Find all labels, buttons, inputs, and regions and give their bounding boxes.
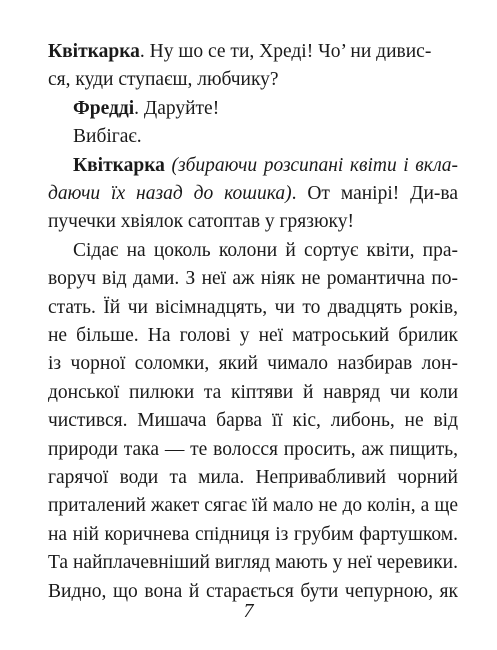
text-line-5 bbox=[73, 154, 458, 178]
text-line-9 bbox=[48, 267, 458, 291]
text-segment: чистився. Мишача барва її кіс, либонь, не від bbox=[48, 410, 458, 432]
text-line-16 bbox=[48, 466, 458, 490]
text-segment: даючи їх назад до кошика) bbox=[48, 183, 292, 204]
text-line-11 bbox=[48, 324, 458, 348]
text-segment: Та найплачевніший вигляд мають у неї черевики. bbox=[48, 552, 458, 574]
text-line-1 bbox=[48, 40, 458, 64]
text-segment: природи така — те волосся просить, аж пищить, bbox=[48, 438, 458, 460]
text-line-12 bbox=[48, 352, 458, 376]
page-number: 7 bbox=[243, 600, 254, 622]
text-line-17 bbox=[48, 494, 458, 518]
text-segment: пучечки хвіялок сатоптав у грязюку! bbox=[48, 211, 354, 233]
text-segment: приталений жакет сягає їй мало не до колін, а ще bbox=[48, 495, 458, 517]
text-line-13 bbox=[48, 381, 458, 405]
text-segment: (збираючи розсипані квіти і вклa- bbox=[171, 154, 458, 176]
text-segment: Фредді bbox=[73, 97, 135, 119]
text-segment: Квіткарка bbox=[73, 154, 165, 176]
text-line-6 bbox=[48, 182, 458, 206]
text-segment: Вибігає. bbox=[73, 126, 142, 148]
text-line-2 bbox=[48, 68, 458, 92]
text-segment: Сідає на цоколь колони й сортує квіти, пра- bbox=[73, 239, 458, 261]
text-line-7 bbox=[48, 210, 458, 234]
text-segment: воруч від дами. З неї аж ніяк не романтична по- bbox=[48, 268, 458, 290]
text-segment: стать. Їй чи вісімнадцять, чи то двадцять років, bbox=[48, 296, 458, 318]
text-segment: Видно, що вона й старається бути чепурною, як bbox=[48, 580, 458, 602]
text-line-18 bbox=[48, 523, 458, 547]
text-line-19 bbox=[48, 551, 458, 575]
text-segment: із чорної соломки, який чимало назбирав лон- bbox=[48, 353, 458, 375]
text-segment: донської пилюки та кіптяви й навряд чи коли bbox=[48, 381, 458, 403]
text-line-15 bbox=[48, 438, 458, 462]
text-line-10 bbox=[48, 296, 458, 320]
text-line-8 bbox=[73, 239, 458, 263]
text-segment: . Даруйте! bbox=[134, 97, 220, 119]
text-segment: ся, куди ступаєш, любчику? bbox=[48, 69, 279, 91]
text-segment: . От манірі! Ди-ва bbox=[291, 183, 458, 204]
text-line-14 bbox=[48, 409, 458, 433]
text-segment: Квіткарка bbox=[48, 41, 140, 62]
text-segment: не більше. На голові у неї матроський брилик bbox=[48, 325, 458, 346]
text-segment: гарячої води та мила. Непривабливий чорний bbox=[48, 467, 458, 488]
text-segment: . Ну шо се ти, Хреді! Чо’ ни дивис- bbox=[139, 41, 432, 62]
text-line-4 bbox=[73, 125, 458, 149]
text-line-3 bbox=[73, 97, 458, 121]
text-segment: на ній коричнева спідниця із грубим фартушком. bbox=[48, 523, 458, 545]
